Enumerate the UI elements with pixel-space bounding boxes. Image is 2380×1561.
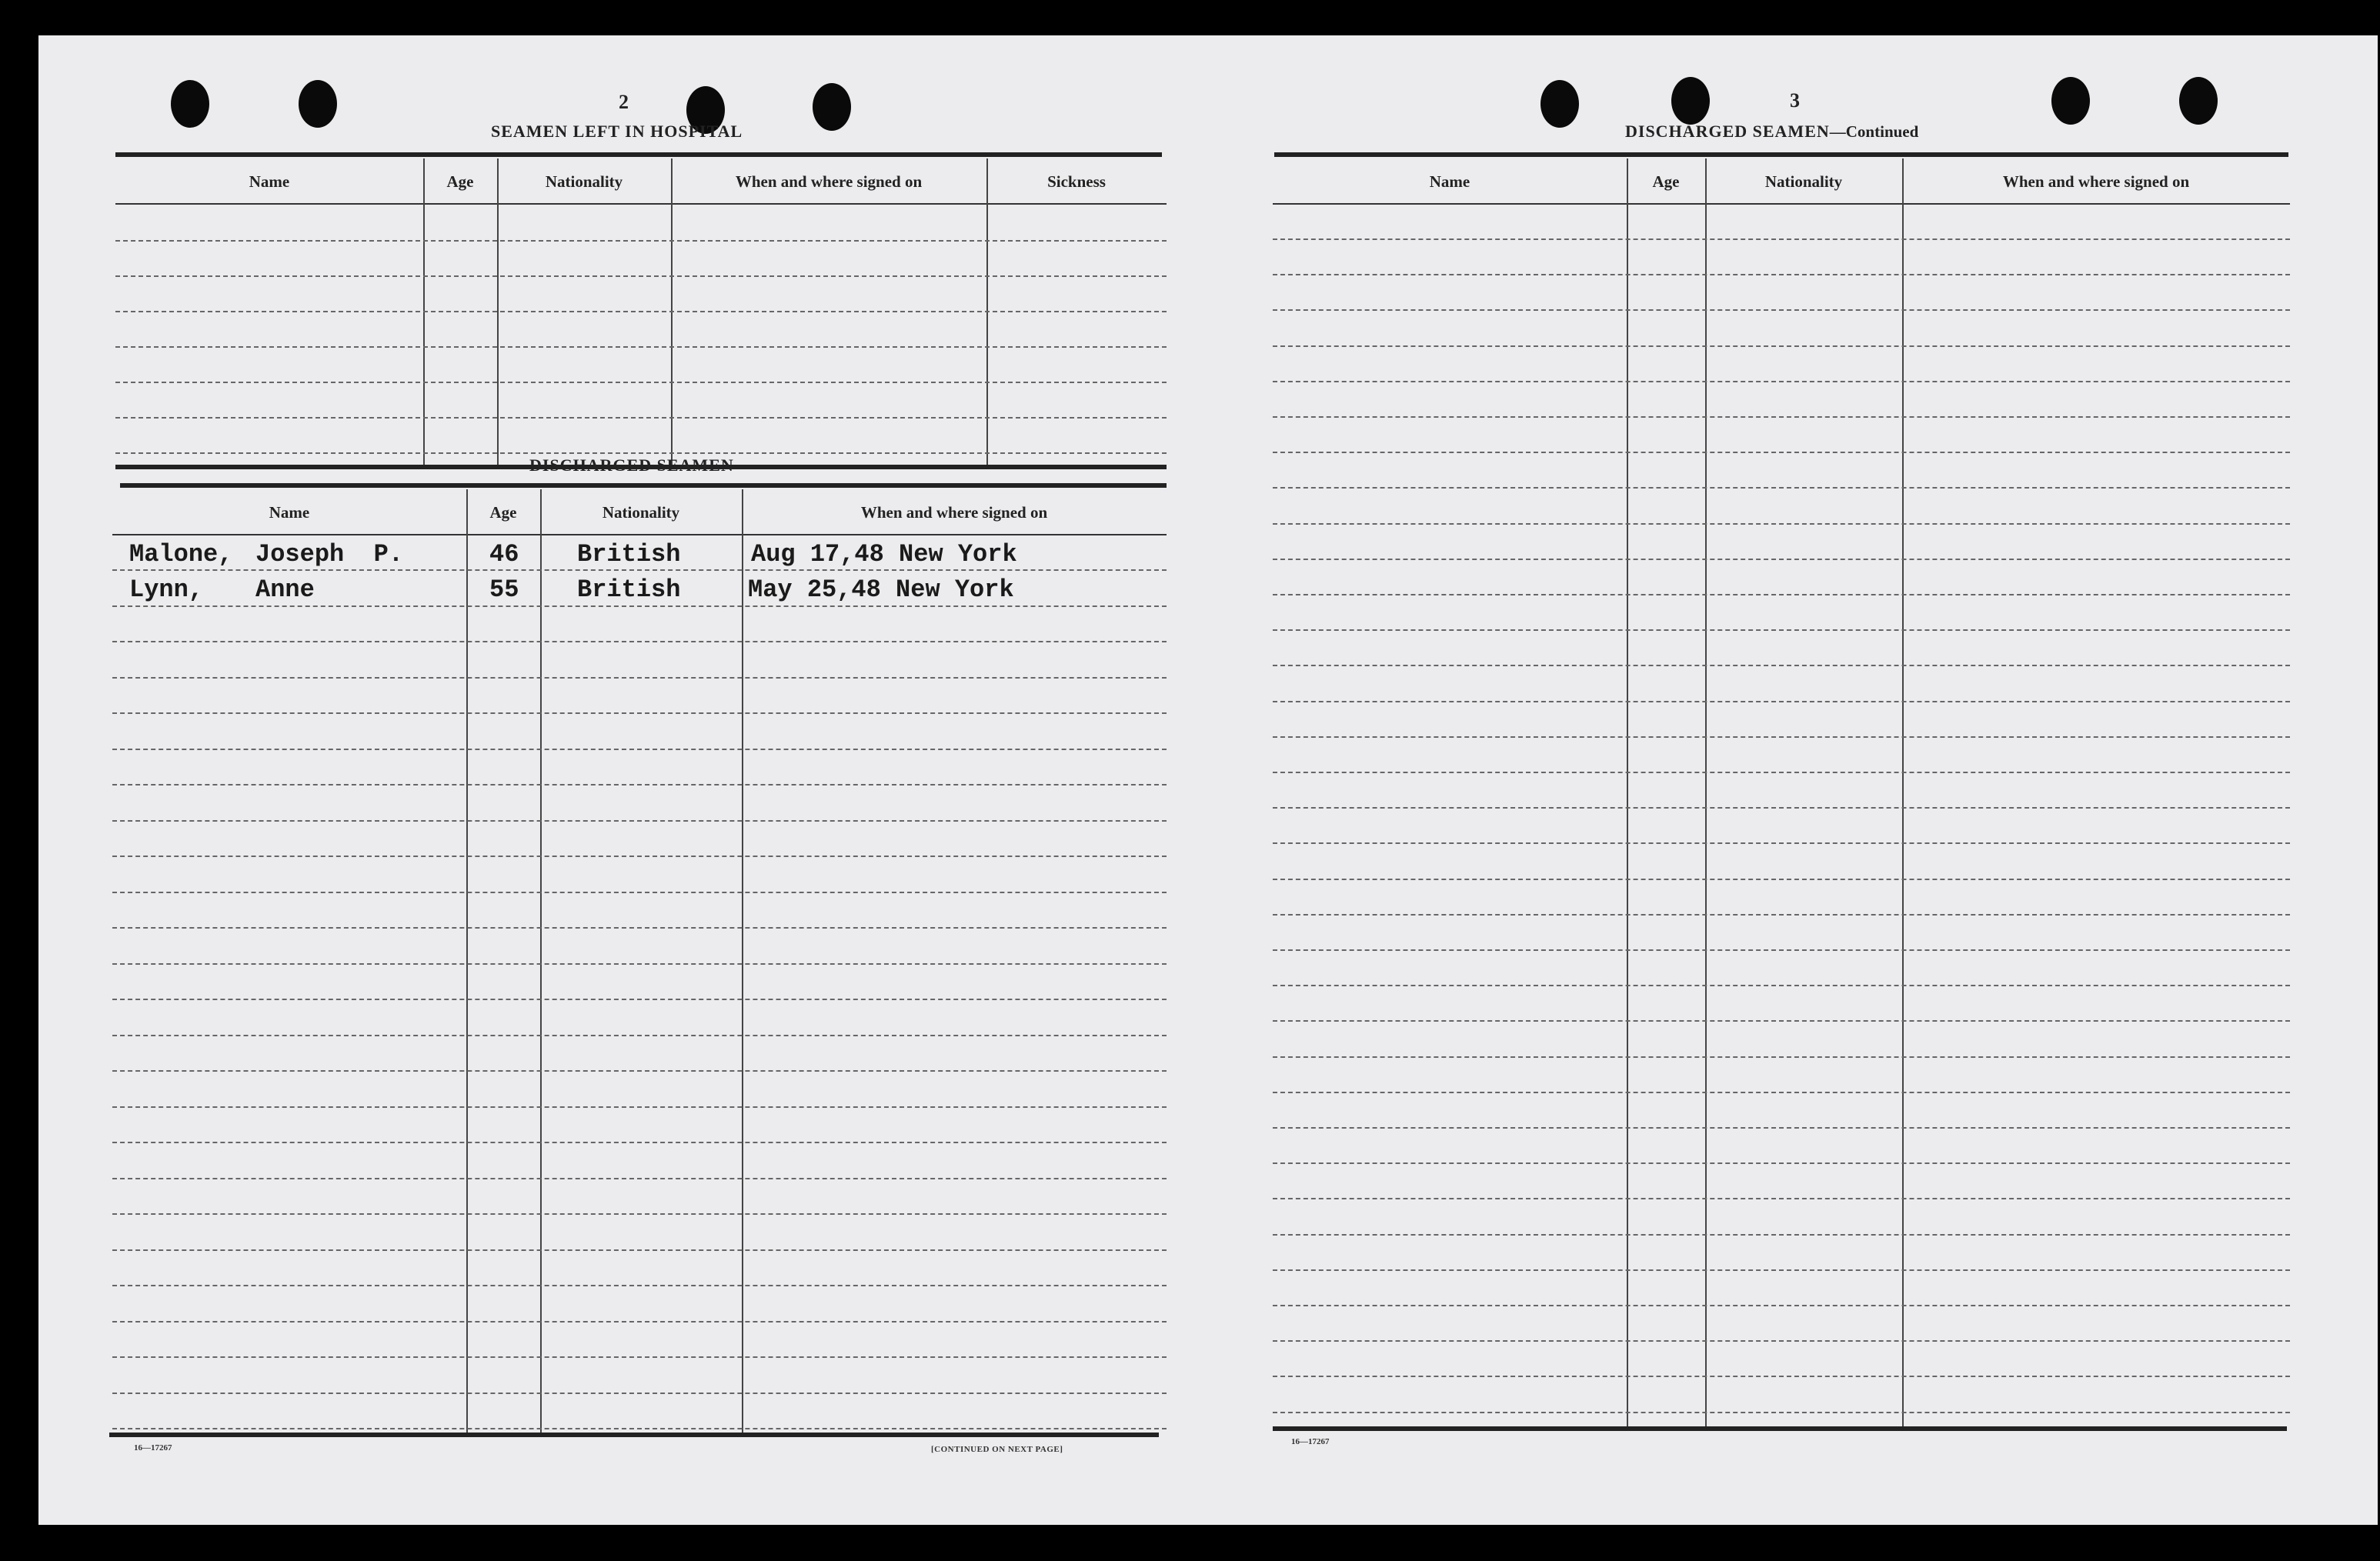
column-divider <box>1902 158 1904 1429</box>
form-number: 16—17267 <box>1291 1437 1330 1446</box>
column-header-signed-on: When and where signed on <box>2002 172 2190 191</box>
row-rule <box>115 240 1167 242</box>
row-rule <box>115 382 1167 383</box>
column-header-age: Age <box>1652 172 1680 191</box>
row-rule <box>1273 1269 2290 1271</box>
row-rule <box>112 999 1167 1000</box>
seamen-in-hospital-table <box>115 158 1167 465</box>
row-rule <box>112 1070 1167 1072</box>
table-header <box>1273 158 2290 205</box>
row-rule <box>1273 559 2290 560</box>
table-header <box>112 489 1167 535</box>
row-rule <box>1273 1127 2290 1129</box>
row-rule <box>1273 1092 2290 1093</box>
row-rule <box>115 417 1167 419</box>
row-rule <box>1273 701 2290 702</box>
row-rule <box>112 1356 1167 1358</box>
column-header-sickness: Sickness <box>1047 172 1106 191</box>
right-bottom-rule <box>1273 1426 2287 1431</box>
row-rule <box>1273 345 2290 347</box>
column-divider <box>1627 158 1628 1429</box>
row-rule <box>112 784 1167 786</box>
discharged-section-title: DISCHARGED SEAMEN <box>529 455 734 475</box>
row-rule <box>1273 985 2290 986</box>
row-rule <box>1273 274 2290 275</box>
entry-first-name: Joseph P. <box>255 540 404 569</box>
punch-hole-icon <box>2051 77 2090 125</box>
entry-age: 46 <box>489 540 519 569</box>
row-rule <box>112 605 1167 607</box>
hospital-top-rule <box>115 152 1162 157</box>
row-rule <box>112 1393 1167 1394</box>
row-rule <box>112 569 1167 571</box>
row-rule <box>112 749 1167 750</box>
punch-hole-icon <box>1671 77 1710 125</box>
row-rule <box>112 1285 1167 1286</box>
column-header-nationality: Nationality <box>545 172 623 191</box>
row-rule <box>112 1249 1167 1251</box>
row-rule <box>1273 629 2290 631</box>
row-rule <box>1273 1376 2290 1377</box>
row-rule <box>1273 879 2290 880</box>
row-rule <box>1273 594 2290 595</box>
row-rule <box>112 1428 1167 1429</box>
row-rule <box>1273 381 2290 382</box>
row-rule <box>1273 807 2290 809</box>
row-rule <box>112 927 1167 929</box>
entry-nationality: British <box>577 575 681 604</box>
column-header-name: Name <box>249 172 290 191</box>
row-rule <box>1273 416 2290 418</box>
row-rule <box>1273 842 2290 844</box>
row-rule <box>1273 665 2290 666</box>
row-rule <box>112 1321 1167 1323</box>
column-divider <box>466 489 468 1433</box>
column-header-nationality: Nationality <box>602 503 680 522</box>
row-rule <box>112 1213 1167 1215</box>
title-text: DISCHARGED SEAMEN <box>1625 122 1830 141</box>
row-rule <box>112 856 1167 857</box>
row-rule <box>1273 452 2290 453</box>
row-rule <box>1273 1198 2290 1199</box>
row-rule <box>115 346 1167 348</box>
column-header-age: Age <box>489 503 517 522</box>
punch-hole-icon <box>299 80 337 128</box>
row-rule <box>1273 1162 2290 1164</box>
form-number: 16—17267 <box>134 1443 172 1453</box>
punch-hole-icon <box>1540 80 1579 128</box>
punch-hole-icon <box>813 83 851 131</box>
row-rule <box>1273 238 2290 240</box>
row-rule <box>112 963 1167 965</box>
punch-hole-icon <box>2179 77 2218 125</box>
hospital-section-title: SEAMEN LEFT IN HOSPITAL <box>491 122 743 141</box>
row-rule <box>1273 523 2290 525</box>
row-rule <box>1273 1020 2290 1022</box>
row-rule <box>112 677 1167 679</box>
punch-hole-icon <box>171 80 209 128</box>
row-rule <box>1273 949 2290 951</box>
row-rule <box>1273 914 2290 916</box>
discharged-top-rule <box>120 483 1167 488</box>
column-header-signed-on: When and where signed on <box>735 172 923 191</box>
entry-age: 55 <box>489 575 519 604</box>
entry-signed-on: Aug 17,48 New York <box>751 540 1017 569</box>
entry-last-name: Malone, <box>129 540 233 569</box>
row-rule <box>1273 309 2290 311</box>
document-sheet <box>38 35 2378 1525</box>
left-page-number: 2 <box>619 91 629 113</box>
right-top-rule <box>1274 152 2288 157</box>
row-rule <box>1273 1234 2290 1236</box>
row-rule <box>1273 1056 2290 1058</box>
discharged-continued-title <box>1625 122 1918 142</box>
row-rule <box>112 1106 1167 1108</box>
row-rule <box>112 641 1167 642</box>
row-rule <box>115 452 1167 454</box>
row-rule <box>115 275 1167 277</box>
row-rule <box>1273 487 2290 489</box>
entry-first-name: Anne <box>255 575 315 604</box>
row-rule <box>1273 1305 2290 1306</box>
row-rule <box>1273 1340 2290 1342</box>
row-rule <box>1273 736 2290 738</box>
row-rule <box>112 1142 1167 1143</box>
table-header <box>115 158 1167 205</box>
row-rule <box>112 712 1167 714</box>
column-header-name: Name <box>1429 172 1470 191</box>
row-rule <box>115 311 1167 312</box>
row-rule <box>112 1178 1167 1179</box>
continued-note: [CONTINUED ON NEXT PAGE] <box>931 1445 1063 1454</box>
row-rule <box>112 820 1167 822</box>
row-rule <box>112 1035 1167 1036</box>
discharged-seamen-table <box>112 489 1167 1433</box>
row-rule <box>1273 1412 2290 1413</box>
column-divider <box>540 489 542 1433</box>
column-header-name: Name <box>269 503 310 522</box>
column-header-age: Age <box>446 172 474 191</box>
row-rule <box>1273 772 2290 773</box>
entry-nationality: British <box>577 540 681 569</box>
column-divider <box>742 489 743 1433</box>
right-page-number: 3 <box>1790 89 1800 112</box>
discharged-seamen-continued-table <box>1273 158 2290 1429</box>
entry-last-name: Lynn, <box>129 575 204 604</box>
discharged-bottom-rule <box>109 1433 1159 1437</box>
column-header-nationality: Nationality <box>1764 172 1843 191</box>
entry-signed-on: May 25,48 New York <box>748 575 1014 604</box>
row-rule <box>112 892 1167 893</box>
title-suffix: —Continued <box>1829 122 1919 141</box>
column-divider <box>1705 158 1707 1429</box>
column-header-signed-on: When and where signed on <box>860 503 1048 522</box>
